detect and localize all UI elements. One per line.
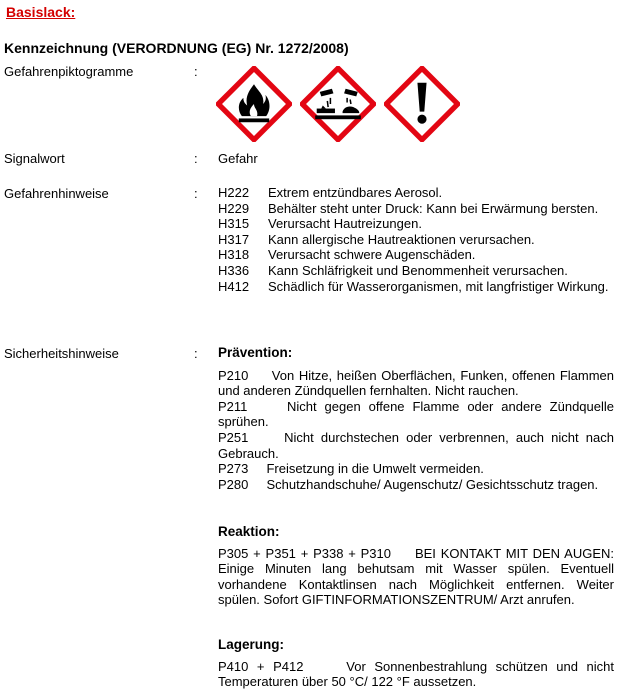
hazard-code: H317 bbox=[218, 231, 250, 247]
hazard-text: Kann allergische Hautreaktionen verursachen. bbox=[268, 231, 535, 247]
hazard-item bbox=[218, 185, 614, 201]
pictogram-row bbox=[216, 66, 460, 142]
hazard-statements-list bbox=[218, 185, 614, 294]
prevention-item bbox=[218, 461, 614, 477]
hazard-item bbox=[218, 263, 614, 279]
labeling-heading: Kennzeichnung (VERORDNUNG (EG) Nr. 1272/2008) bbox=[4, 40, 349, 56]
hazard-code: H412 bbox=[218, 278, 250, 294]
precaution-text: Nicht gegen offene Flamme oder andere Zündquelle sprühen. bbox=[218, 398, 614, 430]
hazard-code: H336 bbox=[218, 262, 250, 278]
prevention-item bbox=[218, 430, 614, 461]
corrosion-pictogram bbox=[300, 66, 376, 142]
hazard-code: H315 bbox=[218, 216, 250, 232]
reaction-title: Reaktion: bbox=[218, 524, 280, 539]
precaution-text: Freisetzung in die Umwelt vermeiden. bbox=[266, 461, 484, 477]
hazard-item bbox=[218, 247, 614, 263]
colon: : bbox=[194, 346, 198, 361]
precaution-text: BEI KONTAKT MIT DEN AUGEN: Einige Minuten lang behutsam mit Wasser spülen. Eventuell vorhandene Kontaktlinsen nach Möglichkeit entfernen. Weiter spülen. Sofort GIFTINFORMATIONSZENTRUM/ Arzt anrufen. bbox=[218, 545, 614, 608]
precaution-code: P251 bbox=[218, 429, 249, 445]
precaution-code: P273 bbox=[218, 461, 249, 477]
reaction-section bbox=[218, 524, 614, 608]
precaution-text: Nicht durchstechen oder verbrennen, auch nicht nach Gebrauch. bbox=[218, 429, 614, 461]
storage-title: Lagerung: bbox=[218, 637, 284, 652]
flame-pictogram bbox=[216, 66, 292, 142]
prevention-item bbox=[218, 399, 614, 430]
section-title: Basislack: bbox=[6, 4, 76, 20]
hazard-item bbox=[218, 232, 614, 248]
hazard-code: H229 bbox=[218, 200, 250, 216]
hazard-code: H222 bbox=[218, 185, 250, 200]
precaution-code: P305 + P351 + P338 + P310 bbox=[218, 545, 391, 561]
reaction-item bbox=[218, 546, 614, 608]
hazard-text: Schädlich für Wasserorganismen, mit langfristiger Wirkung. bbox=[268, 278, 609, 294]
prevention-item bbox=[218, 477, 614, 493]
hazard-text: Extrem entzündbares Aerosol. bbox=[268, 185, 443, 200]
precaution-text: Schutzhandschuhe/ Augenschutz/ Gesichtsschutz tragen. bbox=[266, 476, 599, 492]
pictograms-label: Gefahrenpiktogramme bbox=[4, 64, 134, 79]
colon: : bbox=[194, 186, 198, 201]
signal-word-value: Gefahr bbox=[218, 151, 258, 166]
precautionary-statements-label: Sicherheitshinweise bbox=[4, 346, 119, 361]
precaution-code: P211 bbox=[218, 398, 248, 414]
prevention-title: Prävention: bbox=[218, 345, 293, 360]
signal-word-label: Signalwort bbox=[4, 151, 65, 166]
prevention-item bbox=[218, 368, 614, 399]
hazard-text: Behälter steht unter Druck: Kann bei Erwärmung bersten. bbox=[268, 200, 599, 216]
hazard-item bbox=[218, 201, 614, 217]
hazard-text: Verursacht schwere Augenschäden. bbox=[268, 247, 476, 263]
hazard-text: Kann Schläfrigkeit und Benommenheit verursachen. bbox=[268, 262, 568, 278]
hazard-code: H318 bbox=[218, 247, 250, 263]
colon: : bbox=[194, 151, 198, 166]
hazard-item bbox=[218, 279, 614, 295]
precaution-text: Von Hitze, heißen Oberflächen, Funken, offenen Flammen und anderen Zündquellen fernhalten. Nicht rauchen. bbox=[218, 367, 614, 399]
prevention-section bbox=[218, 345, 614, 492]
storage-section bbox=[218, 637, 614, 690]
hazard-statements-label: Gefahrenhinweise bbox=[4, 186, 109, 201]
storage-item bbox=[218, 659, 614, 690]
precaution-text: Vor Sonnenbestrahlung schützen und nicht Temperaturen über 50 °C/ 122 °F aussetzen. bbox=[218, 658, 614, 690]
hazard-text: Verursacht Hautreizungen. bbox=[268, 216, 422, 232]
exclamation-pictogram bbox=[384, 66, 460, 142]
precaution-code: P210 bbox=[218, 367, 249, 383]
precaution-code: P410 + P412 bbox=[218, 658, 304, 674]
precaution-code: P280 bbox=[218, 476, 249, 492]
colon: : bbox=[194, 64, 198, 79]
hazard-item bbox=[218, 216, 614, 232]
